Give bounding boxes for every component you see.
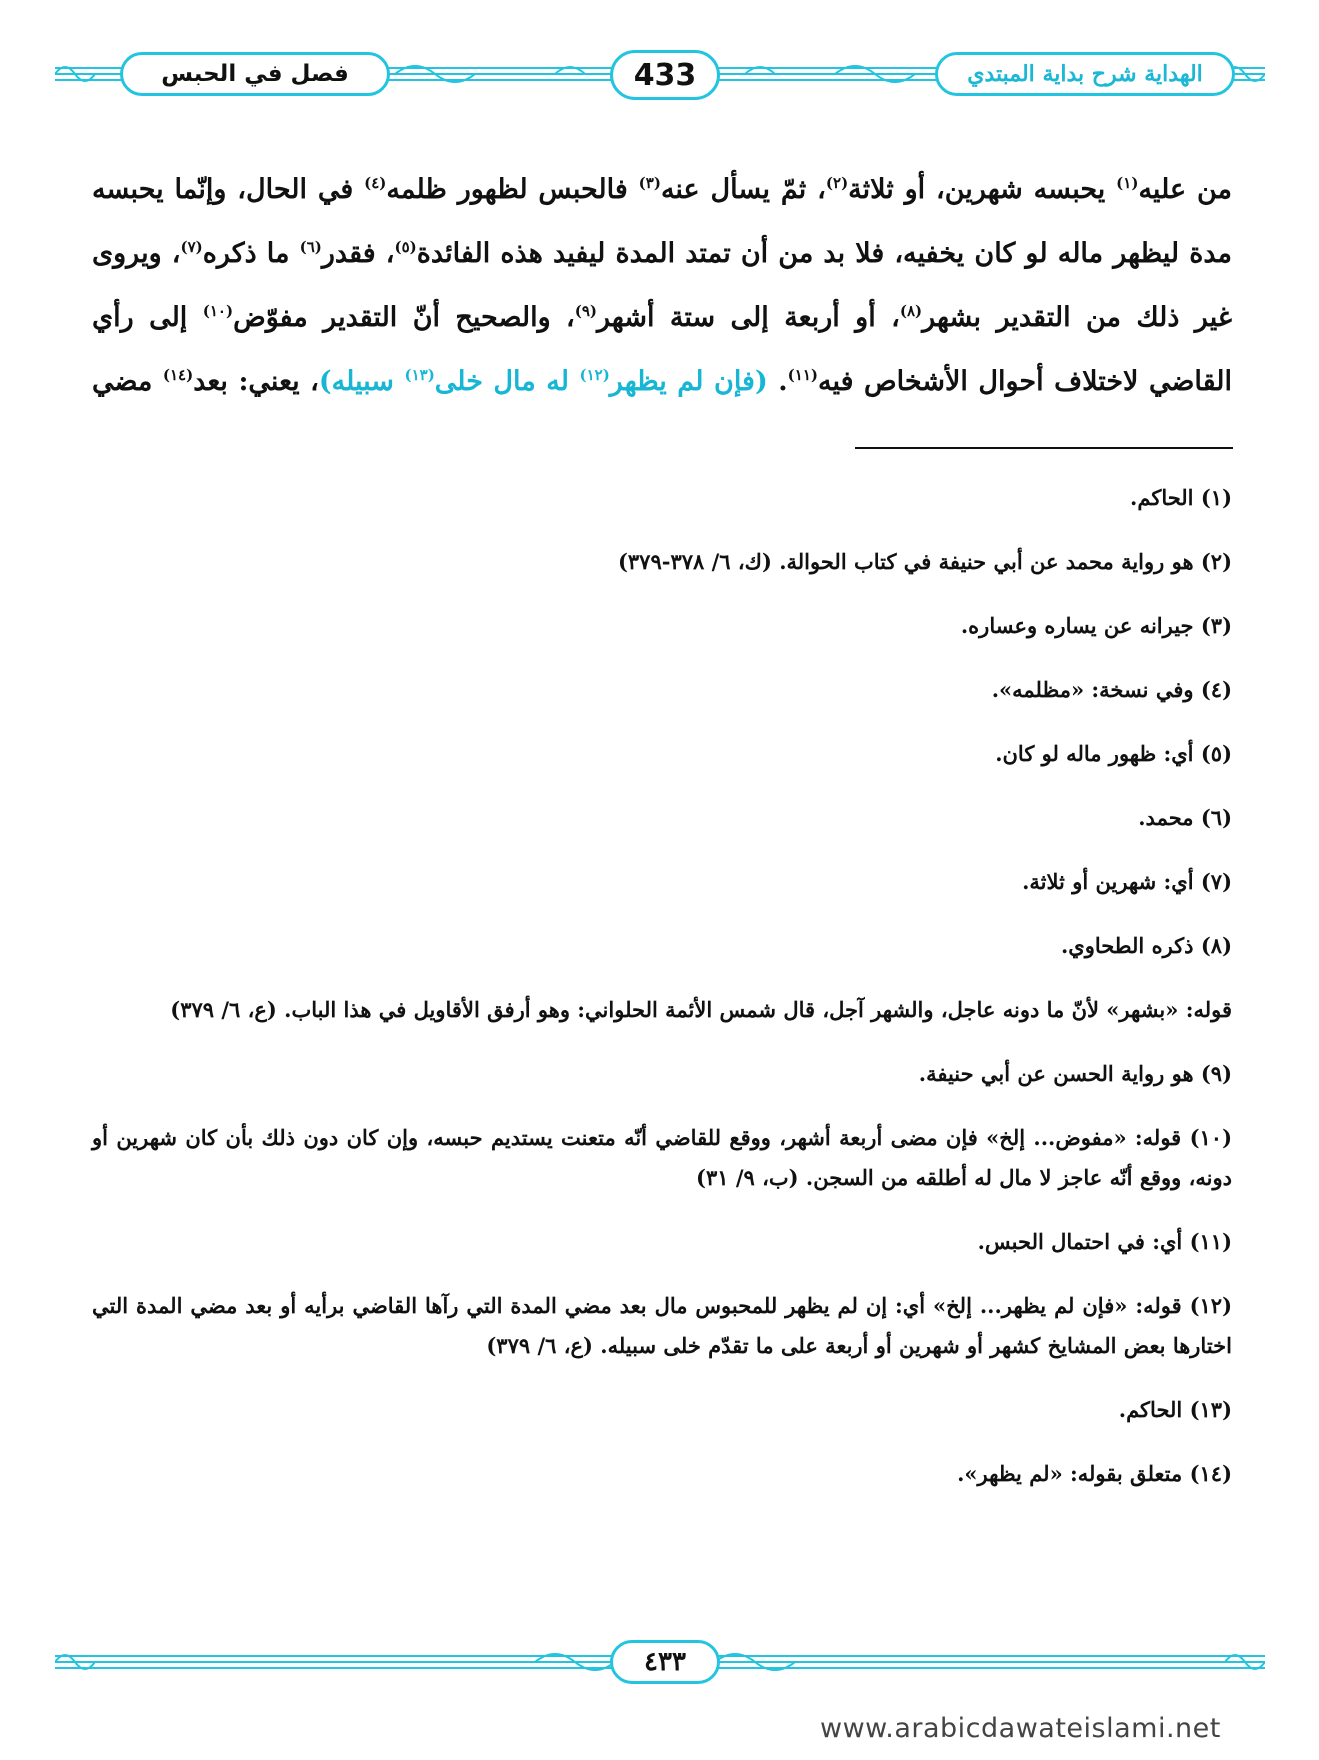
- footnote: (٣) جيرانه عن يساره وعساره.: [960, 613, 1232, 638]
- main-text: [92, 158, 1232, 414]
- book-title: الهداية شرح بداية المبتدي: [935, 52, 1235, 96]
- page-footer: [55, 1638, 1265, 1698]
- main-line: من عليه$^{(١)}$ يحبسه شهرين، أو ثلاثة$^{(٢)}$، ثمّ يسأل عنه$^{(٣)}$ فالحبس لظهور ظلمه$^{(٤)}$ في الحال، وإنّما يحبسه: [92, 174, 1232, 205]
- footnote: (٤) وفي نسخة: «مظلمه».: [991, 677, 1232, 702]
- footer-page-number: ٤٣٣: [610, 1640, 720, 1684]
- footnote: (٦) محمد.: [1138, 805, 1232, 830]
- footnote: قوله: «بشهر» لأنّ ما دونه عاجل، والشهر آجل، قال شمس الأئمة الحلواني: وهو أرفق الأقاويل في هذا الباب. (ع، ٦/ ٣٧٩): [170, 997, 1232, 1022]
- page-number: 433: [610, 50, 720, 100]
- footnote: (١٣) الحاكم.: [1118, 1397, 1232, 1422]
- main-line: مدة ليظهر ماله لو كان يخفيه، فلا بد من أن تمتد المدة ليفيد هذه الفائدة$^{(٥)}$، فقدر$^{(٦)}$ ما ذكره$^{(٧)}$، ويروى: [92, 238, 1232, 269]
- footnote: (١) الحاكم.: [1130, 485, 1232, 510]
- chapter-title: فصل في الحبس: [120, 52, 390, 96]
- footnote-separator: [855, 447, 1233, 449]
- footnote: (١٢) قوله: «فإن لم يظهر... إلخ» أي: إن لم يظهر للمحبوس مال بعد مضي المدة التي رآها القاضي برأيه أو بعد مضي المدة التي اختارها بعض المشايخ كشهر أو شهرين أو أربعة على ما تقدّم خلى سبيله. (ع، ٦/ ٣٧٩): [92, 1293, 1232, 1358]
- footnote: (٧) أي: شهرين أو ثلاثة.: [1022, 869, 1232, 894]
- footnote: (٥) أي: ظهور ماله لو كان.: [995, 741, 1232, 766]
- footnote: (١٠) قوله: «مفوض... إلخ» فإن مضى أربعة أشهر، ووقع للقاضي أنّه متعنت يستديم حبسه، وإن كان دون ذلك بأن كان شهرين أو دونه، ووقع أنّه عاجز لا مال له أطلقه من السجن. (ب، ٩/ ٣١): [92, 1125, 1232, 1190]
- page-header: [55, 44, 1265, 114]
- website-url: www.arabicdawateislami.net: [820, 1713, 1221, 1744]
- footnote: (٩) هو رواية الحسن عن أبي حنيفة.: [918, 1061, 1232, 1086]
- footnote: (١١) أي: في احتمال الحبس.: [977, 1229, 1232, 1254]
- footnote: (١٤) متعلق بقوله: «لم يظهر».: [957, 1461, 1232, 1486]
- main-line: غير ذلك من التقدير بشهر$^{(٨)}$، أو أربعة إلى ستة أشهر$^{(٩)}$، والصحيح أنّ التقدير مفوّض$^{(١٠)}$ إلى رأي: [92, 302, 1232, 333]
- main-line: القاضي لاختلاف أحوال الأشخاص فيه$^{(١١)}$. (فإن لم يظهر$^{(١٢)}$ له مال خلى$^{(١٣)}$ سبيله)، يعني: بعد$^{(١٤)}$ مضي: [92, 366, 1232, 397]
- matn-quote: (فإن لم يظهر$^{(١٢)}$ له مال خلى$^{(١٣)}$ سبيله): [318, 366, 768, 397]
- footnotes: [92, 478, 1232, 1518]
- footnote: (٨) ذكره الطحاوي.: [1060, 933, 1232, 958]
- footnote: (٢) هو رواية محمد عن أبي حنيفة في كتاب الحوالة. (ك، ٦/ ٣٧٨-٣٧٩): [617, 549, 1232, 574]
